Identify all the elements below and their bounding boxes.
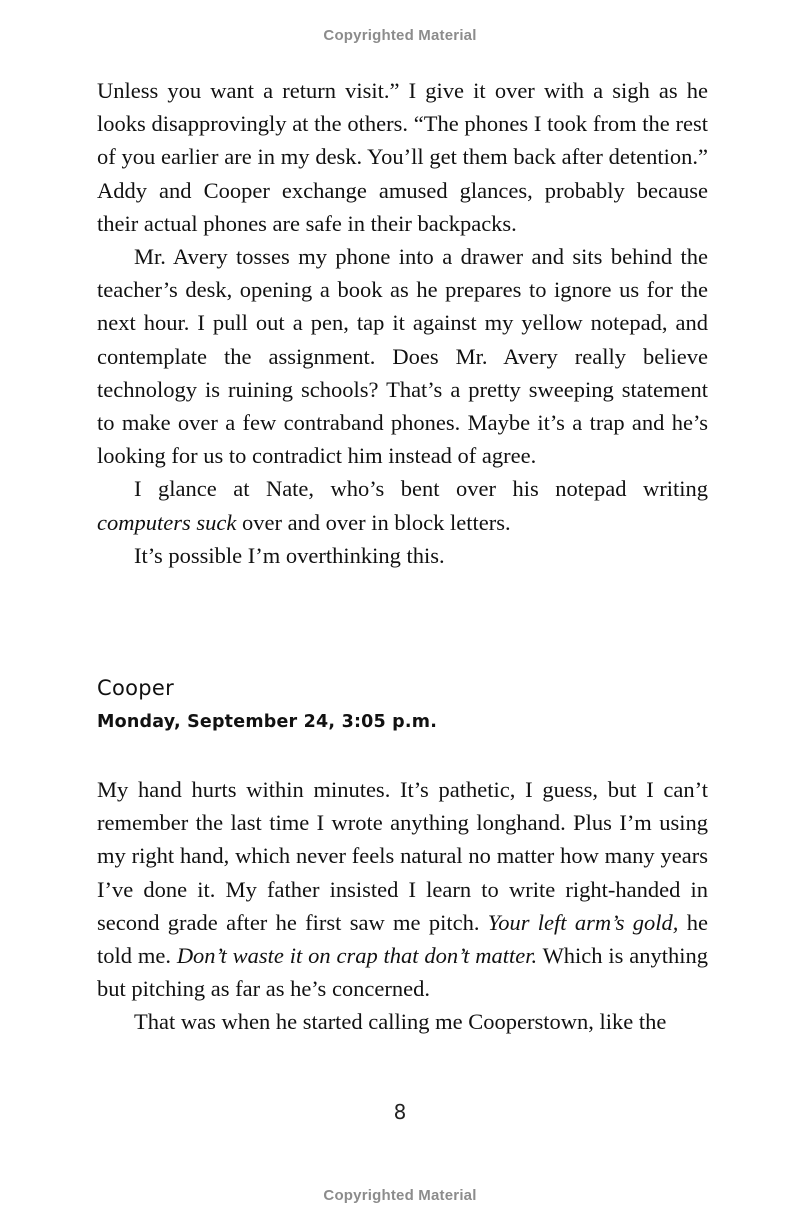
copyright-watermark-top: Copyrighted Material bbox=[323, 27, 477, 44]
paragraph bbox=[97, 472, 708, 538]
paragraph-text: over and over in block letters. bbox=[236, 509, 511, 535]
paragraph: Unless you want a return visit.” I give it over with a sigh as he looks disapprovingly at the others. “The phones I took from the rest of you earlier are in my desk. You’ll get them back after detention.” Addy and Cooper exchange amused glances, probably because their actual phones are safe in their backpacks. bbox=[97, 78, 708, 236]
paragraph-text: he told me. bbox=[97, 909, 708, 969]
paragraph-text: Which is anything but pitching as far as he’s concerned. bbox=[97, 943, 708, 1002]
paragraph: It’s possible I’m overthinking this. bbox=[134, 542, 445, 568]
paragraph: That was when he started calling me Cooperstown, like the bbox=[134, 1009, 667, 1035]
page-number: 8 bbox=[393, 1100, 407, 1124]
italic-text: Don’t waste it on crap that don’t matter. bbox=[176, 943, 538, 969]
paragraph-text: My hand hurts within minutes. It’s pathetic, I guess, but I can’t remember the last time I wrote anything longhand. Plus I’m using my right hand, which never feels natural no matter how many years I’ve done it. My father insisted I learn to write right-handed in second grade after he first saw me pitch. bbox=[97, 777, 708, 935]
copyright-watermark-bottom: Copyrighted Material bbox=[323, 1187, 477, 1204]
text-block-section-2 bbox=[97, 773, 708, 1039]
section-heading-name: Cooper bbox=[97, 676, 175, 700]
paragraph-text: I glance at Nate, who’s bent over his notepad writing bbox=[134, 476, 708, 502]
italic-text: computers suck bbox=[97, 509, 237, 535]
italic-text: Your left arm’s gold, bbox=[487, 909, 679, 935]
section-heading-date: Monday, September 24, 3:05 p.m. bbox=[97, 712, 438, 732]
paragraph: Mr. Avery tosses my phone into a drawer and sits behind the teacher’s desk, opening a book as he prepares to ignore us for the next hour. I pull out a pen, tap it against my yellow notepad, and contemplate the assignment. Does Mr. Avery really believe technology is ruining schools? That’s a pretty sweeping statement to make over a few contraband phones. Maybe it’s a trap and he’s looking for us to contradict him instead of agree. bbox=[97, 244, 708, 469]
paragraph bbox=[97, 773, 708, 1005]
text-block-section-1 bbox=[97, 74, 708, 572]
